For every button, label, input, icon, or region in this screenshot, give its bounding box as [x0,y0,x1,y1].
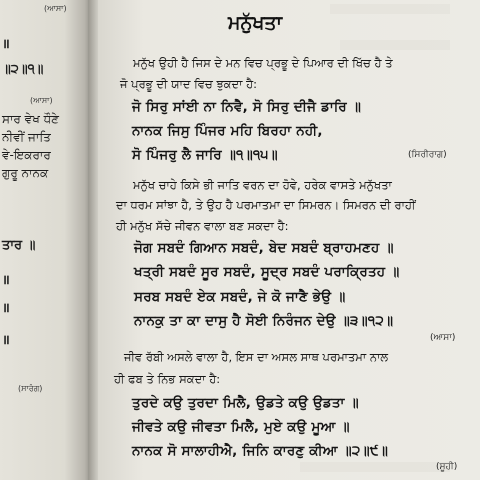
left-page-line: ॥ [2,273,10,288]
verse-line: ਖਤ੍ਰੀ ਸਬਦੰ ਸੂਰ ਸਬਦੰ, ਸੂਦ੍ਰ ਸਬਦੰ ਪਰਾਕ੍ਰਿਤਹ ॥ [134,264,400,280]
left-page-line: ॥ [2,301,10,316]
page-title: ਮਨੁੱਖਤਾ [228,12,283,34]
prose-line: ਜੋ ਪ੍ਰਭੂ ਦੀ ਯਾਦ ਵਿਚ ਝੁਕਦਾ ਹੈ: [120,77,258,91]
prose-line: ਮਨੁੱਖ ਚਾਹੇ ਕਿਸੇ ਭੀ ਜਾਤਿ ਵਰਨ ਦਾ ਹੋਵੇ, ਹਰੇਕ ਵਾਸਤੇ ਮਨੁੱਖਤਾ [133,178,392,192]
prose-line: ਮਨੁੱਖ ਉਹੀ ਹੈ ਜਿਸ ਦੇ ਮਨ ਵਿਚ ਪ੍ਰਭੂ ਦੇ ਪਿਆਰ ਦੀ ਖਿੱਚ ਹੈ ਤੇ [133,56,393,70]
verse-line: ਜੋ ਸਿਰੁ ਸਾਂਈ ਨਾ ਨਿਵੈ, ਸੋ ਸਿਰੁ ਦੀਜੈ ਡਾਰਿ ॥ [132,99,361,115]
verse-line: ਜੋਗ ਸਬਦੰ ਗਿਆਨ ਸਬਦੰ, ਬੇਦ ਸਬਦੰ ਬ੍ਰਾਹਮਣਹ ॥ [134,240,394,256]
left-page-line: ਸਾਰ ਵੇਖ ਧੌਣੇ [2,112,59,126]
left-page-line: ਵੇ-ਇਕਰਾਰ [2,148,51,162]
verse-line: ਨਾਨਕ ਜਿਸੁ ਪਿੰਜਰ ਮਹਿ ਬਿਰਹਾ ਨਹੀ, [132,123,323,139]
source-raag: (ਸਿਰੀਰਾਗ) [408,150,447,160]
left-page-line: (ਸਾਰੰਗ) [18,384,43,393]
prose-line: ਦਾ ਧਰਮ ਸਾਂਝਾ ਹੈ, ਤੇ ਉਹ ਹੈ ਪਰਮਾਤਮਾ ਦਾ ਸਿਮਰਨ। ਸਿਮਰਨ ਦੀ ਰਾਹੀਂ [116,198,416,212]
verse-line: ਜੀਵਤੇ ਕਉ ਜੀਵਤਾ ਮਿਲੈ, ਮੁਏ ਕਉ ਮੂਆ ॥ [132,419,350,435]
left-page-line: ॥ [2,333,10,348]
verse-line: ਨਾਨਕੁ ਤਾ ਕਾ ਦਾਸੁ ਹੈ ਸੋਈ ਨਿਰੰਜਨ ਦੇਉ ॥੩॥੧੨॥ [134,313,394,329]
verse-line: ਸਰਬ ਸਬਦੰ ਏਕ ਸਬਦੰ, ਜੇ ਕੋ ਜਾਣੈ ਭੇਉ ॥ [134,289,346,305]
left-page-line: (ਆਸਾ) [30,96,53,105]
prose-line: ਜੀਵ ਰੱਬੀ ਅਸਲੇ ਵਾਲਾ ਹੈ, ਇਸ ਦਾ ਅਸਲ ਸਾਥ ਪਰਮਾਤਮਾ ਨਾਲ [124,350,389,364]
source-raag: (ਆਸਾ) [430,333,456,343]
left-page-line: ਗੁਰੂ ਨਾਨਕ [2,166,49,180]
bleed-through-mark [340,40,450,50]
book-gutter [88,0,98,480]
verse-line: ਸੋ ਪਿੰਜਰੁ ਲੈ ਜਾਰਿ ॥੧॥੧੫॥ [132,147,278,163]
prose-line: ਹੀ ਫਬ ਤੇ ਨਿਭ ਸਕਦਾ ਹੈ: [114,372,221,386]
left-page-line: ॥੨॥੧॥ [2,62,44,77]
left-page-line: ਤਾਰ ॥ [2,238,36,253]
bleed-through-mark [330,4,450,14]
verse-line: ਨਾਨਕ ਸੋ ਸਾਲਾਹੀਐ, ਜਿਨਿ ਕਾਰਣੁ ਕੀਆ ॥੨॥੯॥ [132,443,389,459]
left-page [0,0,92,480]
left-page-line: (ਆਸਾ) [44,4,67,13]
source-raag: (ਸੂਹੀ) [436,462,458,472]
left-page-line: ॥ [2,37,10,52]
prose-line: ਹੀ ਮਨੁੱਖ ਸੱਚੇ ਜੀਵਨ ਵਾਲਾ ਬਣ ਸਕਦਾ ਹੈ: [116,219,289,233]
bleed-through-mark [300,462,450,472]
verse-line: ਤੁਰਦੇ ਕਉ ਤੁਰਦਾ ਮਿਲੈ, ਉਡਤੇ ਕਉ ਉਡਤਾ ॥ [132,395,359,411]
left-page-line: ਨੀਵੀਂ ਜਾਤਿ [2,130,51,144]
